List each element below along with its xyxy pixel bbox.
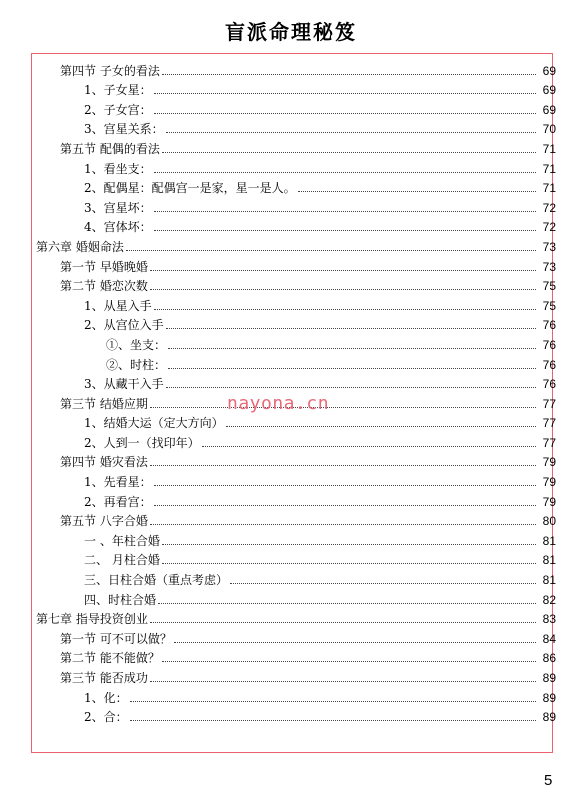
toc-entry-label: 第五节 八字合婚 [60,514,148,529]
toc-entry[interactable] [36,607,556,627]
toc-entry-page: 76 [542,337,556,352]
watermark: nayona.cn [227,393,330,414]
toc-entry-page: 75 [542,298,556,313]
toc-leader-dots [162,544,536,545]
toc-leader-dots [150,289,536,290]
toc-entry[interactable] [36,430,556,450]
toc-entry[interactable] [36,450,556,470]
toc-entry[interactable] [36,215,556,235]
toc-entry[interactable] [36,509,556,529]
toc-entry-page: 72 [542,220,556,235]
toc-entry-page: 77 [542,435,556,450]
toc-entry-page: 84 [542,631,556,646]
toc-entry-page: 89 [542,671,556,685]
toc-entry[interactable] [36,195,556,215]
toc-entry-page: 71 [542,141,556,156]
toc-entry[interactable] [36,626,556,646]
toc-entry-page: 69 [542,63,556,78]
toc-leader-dots [166,132,536,133]
toc-entry-page: 77 [542,416,556,431]
toc-leader-dots [226,426,536,427]
toc-entry[interactable] [36,78,556,98]
toc-entry-label: 第四节 子女的看法 [60,63,160,78]
toc-entry[interactable] [36,548,556,568]
toc-entry-label: 第二节 能不能做？ [60,651,160,666]
toc-entry[interactable] [36,528,556,548]
toc-entry-label: 1、子女星： [84,83,152,98]
toc-entry-label: 第三节 结婚应期 [60,396,148,411]
toc-leader-dots [158,603,536,604]
toc-leader-dots [130,701,536,702]
toc-leader-dots [150,524,536,525]
toc-entry-page: 73 [542,239,556,254]
toc-leader-dots [162,74,536,75]
toc-entry-label: 3、宫星关系： [84,122,164,137]
toc-entry-label: 二、 月柱合婚 [84,553,160,568]
toc-entry[interactable] [36,646,556,666]
toc-entry-label: ①、坐支： [106,337,167,352]
toc-leader-dots [154,230,536,231]
toc-entry[interactable] [36,332,556,352]
toc-leader-dots [174,642,536,643]
table-of-contents [36,58,556,724]
page-title: 盲派命理秘笈 [225,20,357,44]
toc-entry[interactable] [36,136,556,156]
toc-entry-label: 2、再看宫： [84,494,152,509]
toc-leader-dots [150,465,536,466]
toc-entry-label: 4、宫体坏： [84,220,152,235]
toc-entry-page: 71 [542,181,556,196]
toc-entry-page: 79 [542,494,556,509]
toc-leader-dots [126,250,536,251]
toc-entry-label: 第二节 婚恋次数 [60,279,148,294]
toc-leader-dots [154,113,536,114]
toc-leader-dots [202,446,536,447]
toc-entry[interactable] [36,176,556,196]
toc-entry-page: 69 [542,102,556,117]
toc-entry[interactable] [36,274,556,294]
toc-leader-dots [150,681,536,682]
toc-entry-page: 69 [542,83,556,98]
toc-entry-label: 三、日柱合婚（重点考虑） [84,573,229,588]
toc-leader-dots [150,270,536,271]
toc-entry-page: 81 [542,533,556,548]
toc-entry[interactable] [36,469,556,489]
toc-entry[interactable] [36,372,556,392]
toc-entry[interactable] [36,156,556,176]
toc-leader-dots [166,328,536,329]
toc-entry-page: 71 [542,161,556,176]
toc-entry-page: 79 [542,455,556,470]
toc-entry-label: 第三节 能否成功 [60,671,148,685]
toc-entry-label: ②、时柱： [106,357,167,372]
toc-entry-label: 3、从藏干入手 [84,377,164,392]
toc-entry-label: 一 、年柱合婚 [84,533,160,548]
toc-leader-dots [166,387,536,388]
toc-leader-dots [150,622,536,623]
toc-entry-page: 75 [542,279,556,294]
toc-entry-page: 83 [542,612,556,627]
toc-leader-dots [162,661,536,662]
toc-leader-dots [154,211,536,212]
toc-entry[interactable] [36,705,556,725]
toc-entry-page: 81 [542,553,556,568]
toc-leader-dots [130,720,536,721]
toc-leader-dots [230,583,536,584]
toc-entry-label: 2、人到一（找印年） [84,435,200,450]
toc-entry-page: 77 [542,396,556,411]
toc-entry[interactable] [36,665,556,685]
toc-entry-label: 第一节 早婚晚婚 [60,259,148,274]
toc-entry-label: 1、先看星： [84,475,152,490]
toc-entry-page: 82 [542,592,556,607]
toc-entry[interactable] [36,313,556,333]
toc-entry-page: 79 [542,475,556,490]
toc-entry-label: 1、看坐支： [84,161,152,176]
toc-entry-label: 第五节 配偶的看法 [60,141,160,156]
toc-leader-dots [298,191,536,192]
toc-entry-page: 89 [542,690,556,705]
toc-entry-page: 81 [542,573,556,588]
toc-entry[interactable] [36,58,556,78]
toc-leader-dots [168,368,536,369]
toc-leader-dots [154,505,536,506]
toc-entry[interactable] [36,489,556,509]
toc-entry[interactable] [36,97,556,117]
toc-entry-label: 四、时柱合婚 [84,592,157,607]
toc-entry[interactable] [36,587,556,607]
toc-entry-label: 2、从宫位入手 [84,318,164,333]
toc-entry-page: 76 [542,377,556,392]
toc-entry-label: 2、子女宫： [84,102,152,117]
toc-leader-dots [154,485,536,486]
page-number: 5 [544,772,553,789]
toc-leader-dots [168,348,536,349]
toc-leader-dots [162,563,536,564]
toc-leader-dots [150,407,536,408]
toc-entry-label: 第七章 指导投资创业 [36,612,148,627]
toc-entry[interactable] [36,254,556,274]
toc-leader-dots [154,93,536,94]
toc-entry-page: 86 [542,651,556,666]
toc-entry[interactable] [36,293,556,313]
toc-entry[interactable] [36,685,556,705]
toc-entry-label: 1、结婚大运（定大方向） [84,416,224,431]
toc-entry-label: 第六章 婚姻命法 [36,239,124,254]
toc-entry-page: 80 [542,514,556,529]
toc-entry-page: 89 [542,710,556,725]
toc-entry-page: 72 [542,200,556,215]
toc-entry-page: 70 [542,122,556,137]
toc-entry[interactable] [36,352,556,372]
toc-entry[interactable] [36,117,556,137]
toc-entry-label: 第四节 婚灾看法 [60,455,148,470]
toc-entry-page: 76 [542,318,556,333]
toc-entry[interactable] [36,234,556,254]
toc-entry-label: 2、合： [84,710,128,725]
toc-entry-label: 2、配偶星：配偶宫一是家，星一是人。 [84,181,296,196]
toc-entry-label: 1、化： [84,690,128,705]
toc-entry-page: 76 [542,357,556,372]
toc-leader-dots [154,172,536,173]
toc-entry-label: 第一节 可不可以做？ [60,631,172,646]
toc-entry-page: 73 [542,259,556,274]
toc-leader-dots [162,152,536,153]
toc-entry-label: 1、从星入手 [84,298,152,313]
toc-leader-dots [154,309,536,310]
toc-entry[interactable] [36,567,556,587]
toc-entry-label: 3、宫星坏： [84,200,152,215]
